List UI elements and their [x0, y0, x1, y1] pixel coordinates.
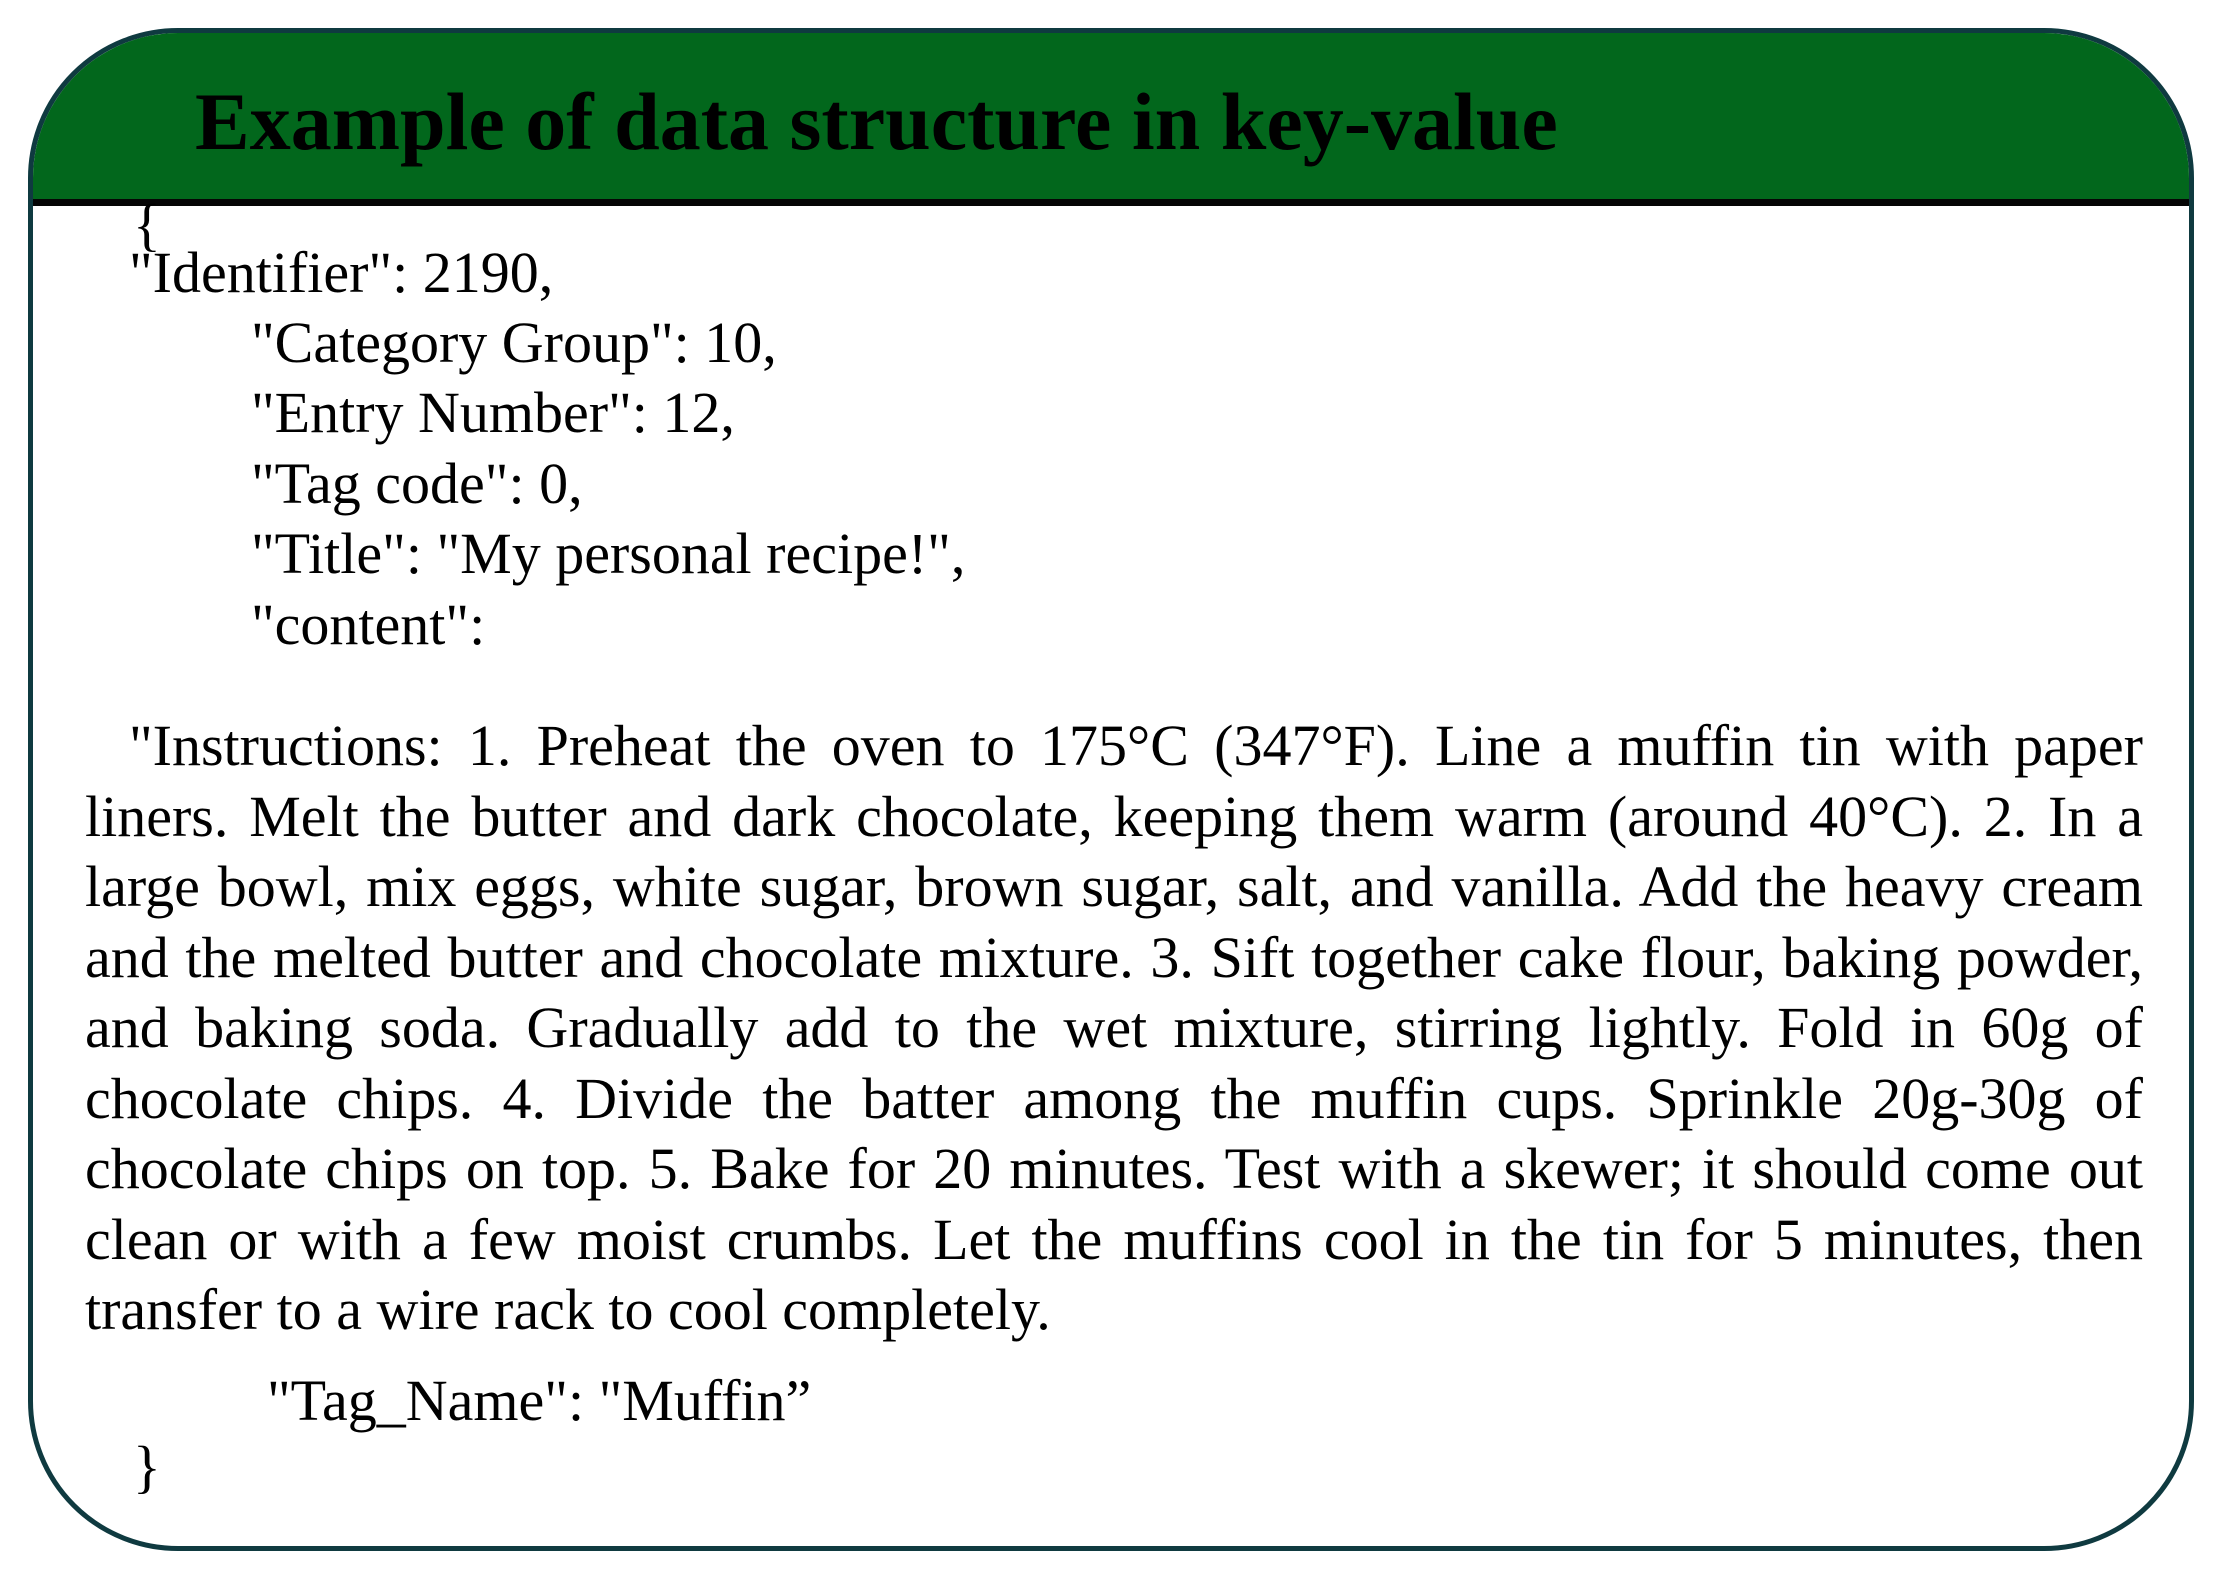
key-value-panel — [28, 28, 2194, 1551]
close-brace: } — [133, 1434, 161, 1499]
content-value-paragraph: "Instructions: 1. Preheat the oven to 175°C (347°F). Line a muffin tin with paper liners. Melt the butter and dark chocolate, keeping them warm (around 40°C). 2. In a large bowl, mix eggs, white sugar, brown sugar, salt, and vanilla. Add the heavy cream and the melted butter and chocolate mixture. 3. Sift together cake flour, baking powder, and baking soda. Gradually add to the wet mixture, stirring lightly. Fold in 60g of chocolate chips. 4. Divide the batter among the muffin cups. Sprinkle 20g-30g of chocolate chips on top. 5. Bake for 20 minutes. Test with a skewer; it should come out clean or with a few moist crumbs. Let the muffins cool in the tin for 5 minutes, then transfer to a wire rack to cool completely. — [85, 713, 2143, 1342]
content-key-line: "content": — [251, 592, 486, 657]
panel-header — [33, 33, 2189, 206]
tag-name-line: "Tag_Name": "Muffin” — [267, 1368, 812, 1433]
entry-number-line: "Entry Number": 12, — [251, 380, 735, 445]
panel-title: Example of data structure in key-value — [195, 76, 1558, 167]
tag-code-line: "Tag code": 0, — [251, 451, 583, 516]
category-group-line: "Category Group": 10, — [251, 310, 777, 375]
title-line: "Title": "My personal recipe!", — [251, 521, 966, 586]
open-brace: { — [133, 192, 161, 257]
identifier-line: "Identifier": 2190, — [129, 240, 554, 305]
